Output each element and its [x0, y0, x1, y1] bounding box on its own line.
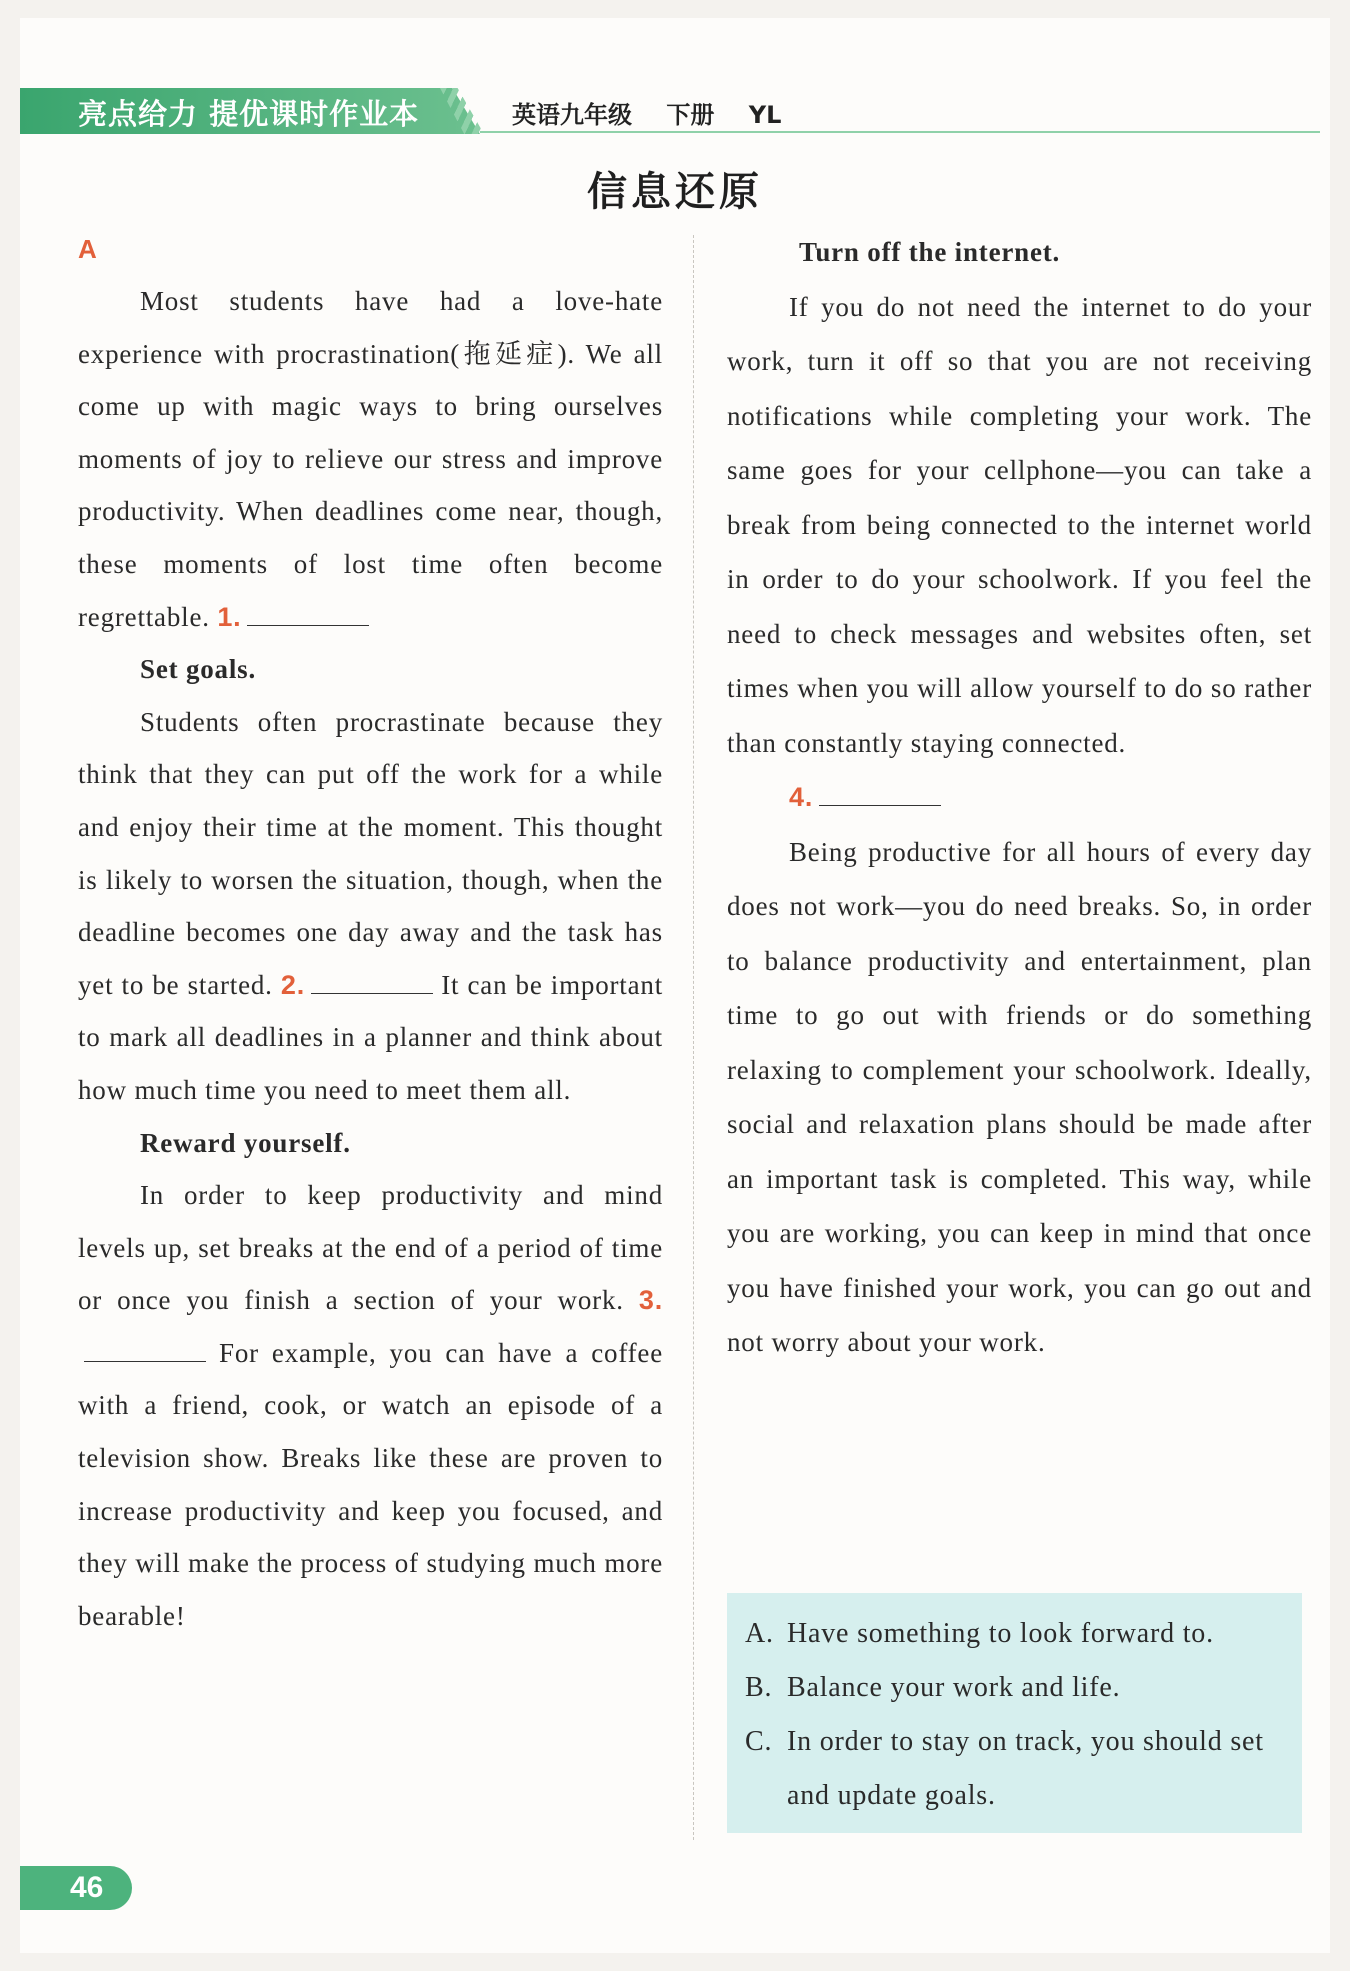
section-title: 信息还原 [587, 168, 763, 215]
blank-number: 3. [638, 1285, 663, 1316]
column-divider [693, 235, 694, 1840]
answer-blank-4[interactable] [819, 779, 941, 806]
edition-label: YL [748, 101, 782, 129]
left-column [78, 234, 663, 1642]
option-label: A. [745, 1618, 774, 1649]
paragraph-text: For example, you can have a coffee with a friend, cook, or watch an episode of a television show. Breaks like these are proven to increase productivity and keep you focused, and they will make the process of studying much more bearable! [78, 1337, 663, 1631]
option-c [745, 1715, 1302, 1823]
option-text: Have something to look forward to. [787, 1618, 1214, 1649]
subheading: Turn off the internet. [799, 237, 1061, 267]
paragraph-text: In order to keep productivity and mind levels up, set breaks at the end of a period of time or once you finish a section of your work. [78, 1180, 663, 1316]
blank-number: 2. [280, 969, 306, 1000]
blank-line-row [727, 770, 1312, 825]
paragraph [78, 275, 663, 643]
subheading: Set goals. [140, 654, 256, 685]
paragraph: If you do not need the internet to do your work, turn it off so that you are not receiving notifications while completing your work. The same goes for your cellphone—you can take a break from being connected to the internet world in order to do your schoolwork. If you feel the need to check messages and websites often, set times when you will allow yourself to do so rather than constantly staying connected. [727, 291, 1312, 758]
paragraph-text: Most students have had a love-hate experience with procrastination(拖延症). We all come up with magic ways to bring ourselves moments of joy to relieve our stress and improve productivity. When deadlines come near, though, these moments of lost time often become regrettable. [78, 286, 663, 632]
options-box [727, 1593, 1302, 1833]
answer-blank-1[interactable] [247, 599, 369, 626]
subheading: Reward yourself. [140, 1127, 351, 1158]
answer-blank-2[interactable] [311, 967, 433, 994]
option-b [745, 1661, 1302, 1715]
paragraph-text: It can be important to mark all deadlines in a planner and think about how much time you need to meet them all. [78, 969, 663, 1105]
option-text: Balance your work and life. [787, 1672, 1121, 1703]
paragraph [78, 696, 663, 1117]
option-text: In order to stay on track, you should set and update goals. [787, 1726, 1264, 1811]
option-a [745, 1607, 1302, 1661]
header-rule [480, 131, 1320, 133]
option-label: B. [745, 1672, 773, 1703]
paragraph-text: Students often procrastinate because they think that they can put off the work for a while and enjoy their time at the moment. This thought is likely to worsen the situation, though, when the deadline becomes one day away and the task has yet to be started. [78, 706, 663, 1000]
header-subtitle [512, 95, 807, 130]
paragraph [78, 1169, 663, 1642]
answer-blank-3[interactable] [84, 1335, 206, 1362]
subject-label: 英语九年级 [512, 101, 632, 129]
page-number: 46 [20, 1866, 132, 1910]
passage-label: A [78, 234, 98, 264]
blank-number: 4. [789, 782, 814, 812]
right-column [727, 225, 1312, 1370]
paragraph: Being productive for all hours of every day does not work—you do need breaks. So, in order to balance productivity and entertainment, plan time to go out with friends or do something relaxing to complement your schoolwork. Ideally, social and relaxation plans should be made after an important task is completed. This way, while you are working, you can keep in mind that once you have finished your work, you can go out and not worry about your work. [727, 836, 1312, 1357]
option-label: C. [745, 1726, 773, 1757]
blank-number: 1. [217, 601, 242, 632]
series-title: 亮点给力 提优课时作业本 [78, 97, 420, 131]
volume-label: 下册 [666, 101, 715, 129]
